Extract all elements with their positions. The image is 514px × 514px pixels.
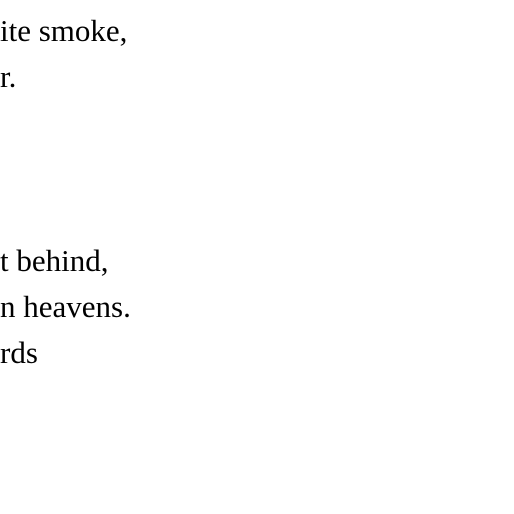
poem-line: rds: [0, 335, 38, 370]
poem-line: t behind,: [0, 243, 109, 278]
poem-line: r.: [0, 59, 17, 94]
poem-line: n heavens.: [0, 289, 131, 324]
poem-line: ite smoke,: [0, 13, 128, 48]
